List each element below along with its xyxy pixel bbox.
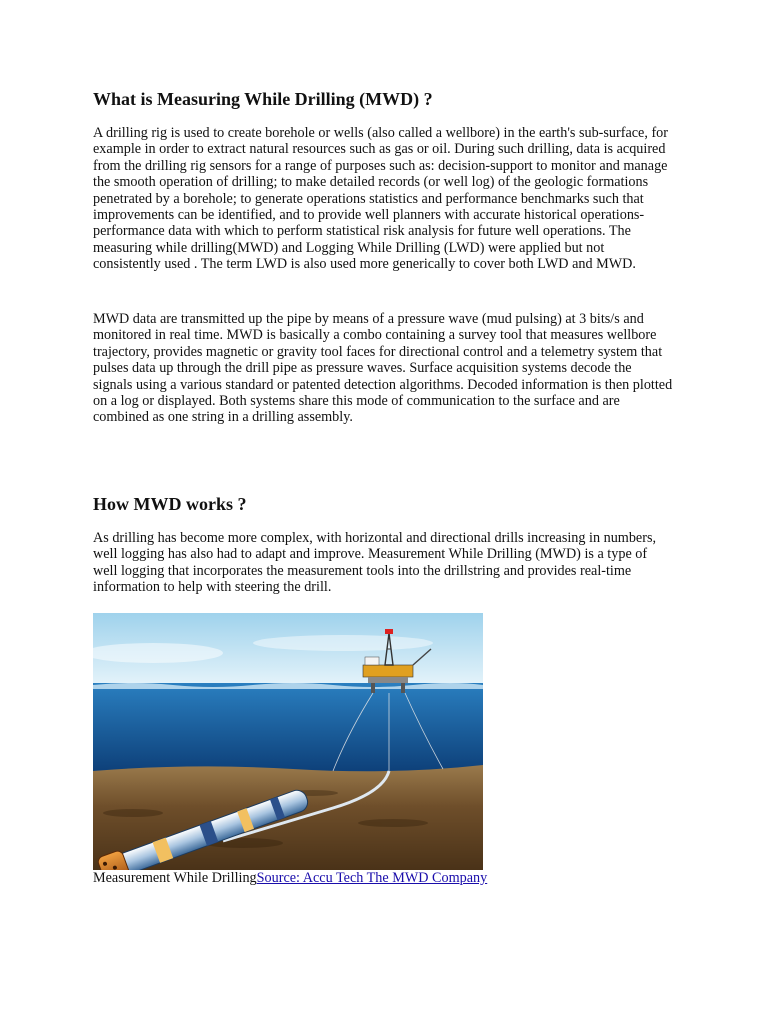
paragraph-drilling-rig: A drilling rig is used to create borehole or wells (also called a wellbore) in the earth's sub-surface, for example in order to extract natural resources such as gas or oil. During such drilling, data is acquired from the drilling rig sensors for a range of purposes such as: decision-support to monitor and manage the smooth operation of drilling; to make detailed records (or well log) of the geologic formations penetrated by a borehole; to generate operations statistics and performance benchmarks such that improvements can be identified, and to provide well planners with accurate historical operations-performance data with which to perform statistical risk analysis for future well operations. The measuring while drilling(MWD) and Logging While Drilling (LWD) were applied but not consistently used . The term LWD is also used more generically to cover both LWD and MWD. xyxy=(93,125,668,273)
mwd-illustration xyxy=(93,613,483,870)
caption-text: Measurement While Drilling xyxy=(93,870,257,886)
offshore-drilling-image xyxy=(93,613,483,870)
heading-what-is-mwd: What is Measuring While Drilling (MWD) ? xyxy=(93,89,433,109)
paragraph-how-it-works: As drilling has become more complex, with horizontal and directional drills increasing in numbers, well logging has also had to adapt and improve. Measurement While Drilling (MWD) is a type of well logging that incorporates the measurement tools into the drillstring and provides real-time information to help with steering the drill. xyxy=(93,530,657,596)
paragraph-mwd-data: MWD data are transmitted up the pipe by means of a pressure wave (mud pulsing) at 3 bits/s and monitored in real time. MWD is basically a combo containing a survey tool that measures wellbore trajectory, provides magnetic or gravity tool faces for directional control and a telemetry system that pulses data up through the drill pipe as pressure waves. Surface acquisition systems decode the signals using a various standard or patented detection algorithms. Decoded information is then plotted on a log or displayed. Both systems share this mode of communication to the surface and are combined as one string in a drilling assembly. xyxy=(93,311,673,426)
heading-how-mwd-works: How MWD works ? xyxy=(93,494,247,514)
figure-caption xyxy=(93,870,487,887)
source-link[interactable]: Source: Accu Tech The MWD Company xyxy=(256,870,488,886)
